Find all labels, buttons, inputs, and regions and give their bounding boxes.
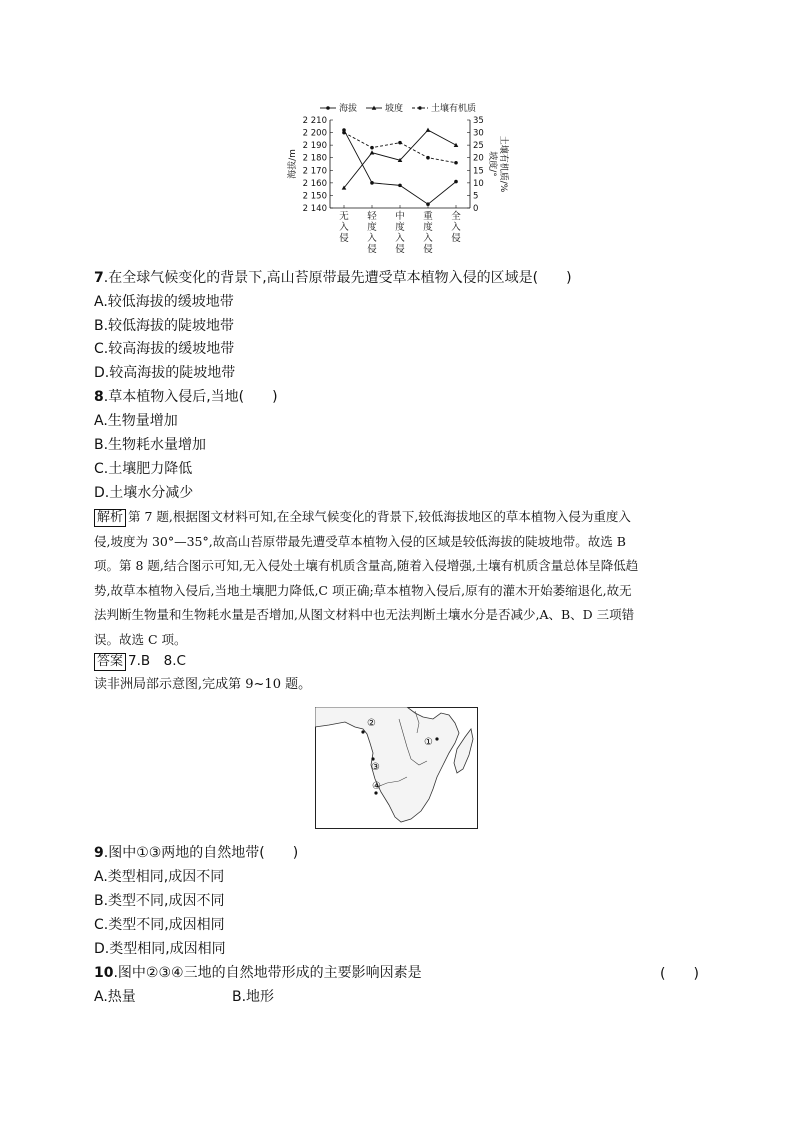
analysis-tag: 解析 xyxy=(94,509,126,527)
question-8 xyxy=(94,387,278,407)
legend-label-soil-organic-matter: 土壤有机质 xyxy=(431,104,477,114)
map-point-1 xyxy=(435,737,438,740)
right-axis-tick-label: 10 xyxy=(473,178,484,189)
question-7-option-a: A.较低海拔的缓坡地带 xyxy=(94,294,234,310)
data-point-soil-organic-matter xyxy=(342,131,346,135)
right-axis-tick-label: 35 xyxy=(473,116,484,126)
map-label-2: ② xyxy=(367,718,376,729)
question-9-option-a: A.类型相同,成因不同 xyxy=(94,869,225,885)
question-10-option-b: B.地形 xyxy=(232,989,275,1005)
question-7-option-d: D.较高海拔的陡坡地带 xyxy=(94,365,236,381)
data-point-soil-organic-matter xyxy=(398,141,402,145)
x-axis-category-label xyxy=(423,210,433,255)
x-axis-category-char: 度 xyxy=(395,222,405,233)
right-axis-tick-label: 15 xyxy=(473,166,484,177)
x-axis-category-char: 侵 xyxy=(451,233,461,244)
x-axis-category-char: 重 xyxy=(423,211,433,222)
answer-text: 7.B 8.C xyxy=(128,653,186,669)
x-axis-category-char: 无 xyxy=(339,211,349,222)
question-8-option-d: D.土壤水分减少 xyxy=(94,485,194,501)
analysis-line: 法判断生物量和生物耗水量是否增加,从图文材料中也无法判断土壤水分是否减少,A、B、D 三项错 xyxy=(94,607,635,622)
x-axis-category-char: 入 xyxy=(451,222,461,233)
question-7-number: 7 xyxy=(94,270,104,286)
intro-text: 读非洲局部示意图,完成第 9~10 题。 xyxy=(94,677,312,692)
x-axis-category-label xyxy=(451,210,461,244)
chart-series xyxy=(342,128,459,206)
left-axis-title: 海拔/m xyxy=(288,149,298,179)
question-8-option-a: A.生物量增加 xyxy=(94,413,178,429)
analysis-line: 误。故选 C 项。 xyxy=(94,631,187,647)
question-9-option-c: C.类型不同,成因相同 xyxy=(94,917,225,933)
question-7-text: .在全球气候变化的背景下,高山苔原带最先遭受草本植物入侵的区域是( ) xyxy=(103,270,572,286)
analysis-line: 侵,坡度为 30°—35°,故高山苔原带最先遭受草本植物入侵的区域是较低海拔的陡坡地带。故选 B xyxy=(94,533,626,549)
right-axis-tick-label: 30 xyxy=(473,128,484,139)
map-label-1: ① xyxy=(424,737,433,748)
left-axis-tick-label: 2 180 xyxy=(302,153,327,164)
right-axis-tick-label: 25 xyxy=(473,141,484,152)
question-9-number: 9 xyxy=(94,845,104,861)
chart-legend xyxy=(320,102,476,114)
question-7-option-c: C.较高海拔的缓坡地带 xyxy=(94,341,235,357)
x-axis-category-char: 轻 xyxy=(367,211,377,222)
data-point-slope xyxy=(370,150,375,154)
x-axis-category-char: 入 xyxy=(339,222,349,233)
legend-marker-elevation xyxy=(326,106,330,110)
question-10-number: 10 xyxy=(94,965,114,981)
x-axis-category-label xyxy=(339,211,349,244)
legend-marker-soil-organic-matter xyxy=(418,106,422,110)
data-point-soil-organic-matter xyxy=(370,146,374,150)
x-axis-category-char: 侵 xyxy=(395,244,405,255)
x-axis-category-char: 全 xyxy=(451,211,461,222)
map-label-4: ④ xyxy=(372,781,381,792)
analysis-line xyxy=(94,505,700,530)
question-9-text: .图中①③两地的自然地带( ) xyxy=(103,845,299,861)
left-axis-tick-label: 2 150 xyxy=(302,191,327,202)
x-axis-category-char: 度 xyxy=(367,222,377,233)
data-point-soil-organic-matter xyxy=(426,156,430,160)
analysis-line: 势,故草本植物入侵后,当地土壤肥力降低,C 项正确;草本植物入侵后,原有的灌木开始萎缩退化,故无 xyxy=(94,582,632,598)
question-9 xyxy=(94,843,298,863)
question-8-option-c: C.土壤肥力降低 xyxy=(94,461,193,477)
left-axis-tick-label: 2 210 xyxy=(302,116,327,126)
question-7 xyxy=(94,268,572,288)
right-axis-tick-label: 0 xyxy=(473,204,479,214)
map-point-3 xyxy=(371,757,374,760)
question-8-number: 8 xyxy=(94,389,104,405)
analysis-text: 第 7 题,根据图文材料可知,在全球气候变化的背景下,较低海拔地区的草本植物入侵为重度入 xyxy=(128,509,631,524)
legend-label-slope: 坡度 xyxy=(385,104,404,114)
question-10-option-a: A.热量 xyxy=(94,989,136,1005)
question-7-option-b: B.较低海拔的陡坡地带 xyxy=(94,318,235,334)
question-8-option-b: B.生物耗水量增加 xyxy=(94,437,207,453)
analysis-line: 项。第 8 题,结合图示可知,无入侵处土壤有机质含量高,随着入侵增强,土壤有机质含量总体呈降低趋 xyxy=(94,558,639,573)
data-point-elevation xyxy=(398,184,402,188)
x-axis-category-char: 侵 xyxy=(339,233,349,244)
left-axis-tick-label: 2 170 xyxy=(302,166,327,177)
legend-label-elevation: 海拔 xyxy=(339,104,358,114)
x-axis-category-char: 侵 xyxy=(367,244,377,255)
map-label-3: ③ xyxy=(371,762,380,773)
question-8-text: .草本植物入侵后,当地( ) xyxy=(103,389,278,405)
right-axis-title-slope: 坡度/° xyxy=(487,151,497,177)
left-axis-tick-label: 2 190 xyxy=(302,141,327,152)
x-axis-category-label xyxy=(367,210,377,255)
right-axis-tick-label: 20 xyxy=(473,153,484,164)
answer-block xyxy=(94,651,186,671)
data-point-elevation xyxy=(370,181,374,185)
data-point-soil-organic-matter xyxy=(454,161,458,165)
x-axis-category-char: 入 xyxy=(367,233,377,244)
data-point-elevation xyxy=(426,202,430,206)
question-10-paren: ( ) xyxy=(660,966,699,982)
x-axis-category-char: 度 xyxy=(423,222,433,233)
line-chart xyxy=(280,100,520,260)
data-point-elevation xyxy=(454,180,458,184)
question-10 xyxy=(94,963,422,983)
x-axis-category-label xyxy=(395,210,405,255)
x-axis-category-char: 中 xyxy=(395,211,405,222)
question-9-option-d: D.类型相同,成因相同 xyxy=(94,941,226,957)
left-axis-tick-label: 2 200 xyxy=(302,128,327,139)
map-point-2 xyxy=(361,730,364,733)
data-point-slope xyxy=(454,143,459,147)
left-axis-tick-label: 2 140 xyxy=(302,204,327,214)
x-axis-category-char: 入 xyxy=(395,233,405,244)
right-axis-tick-label: 5 xyxy=(473,191,479,202)
x-axis-category-char: 侵 xyxy=(423,244,433,255)
x-axis-category-char: 入 xyxy=(423,233,433,244)
data-point-slope xyxy=(426,128,431,132)
africa-map xyxy=(315,707,478,829)
left-axis-tick-label: 2 160 xyxy=(302,178,327,189)
question-10-text: .图中②③④三地的自然地带形成的主要影响因素是 xyxy=(113,965,422,981)
analysis-block xyxy=(94,505,700,652)
right-axis-title-soil: 土壤有机质/% xyxy=(498,135,508,193)
answer-tag: 答案 xyxy=(94,653,126,671)
question-9-option-b: B.类型不同,成因不同 xyxy=(94,893,225,909)
